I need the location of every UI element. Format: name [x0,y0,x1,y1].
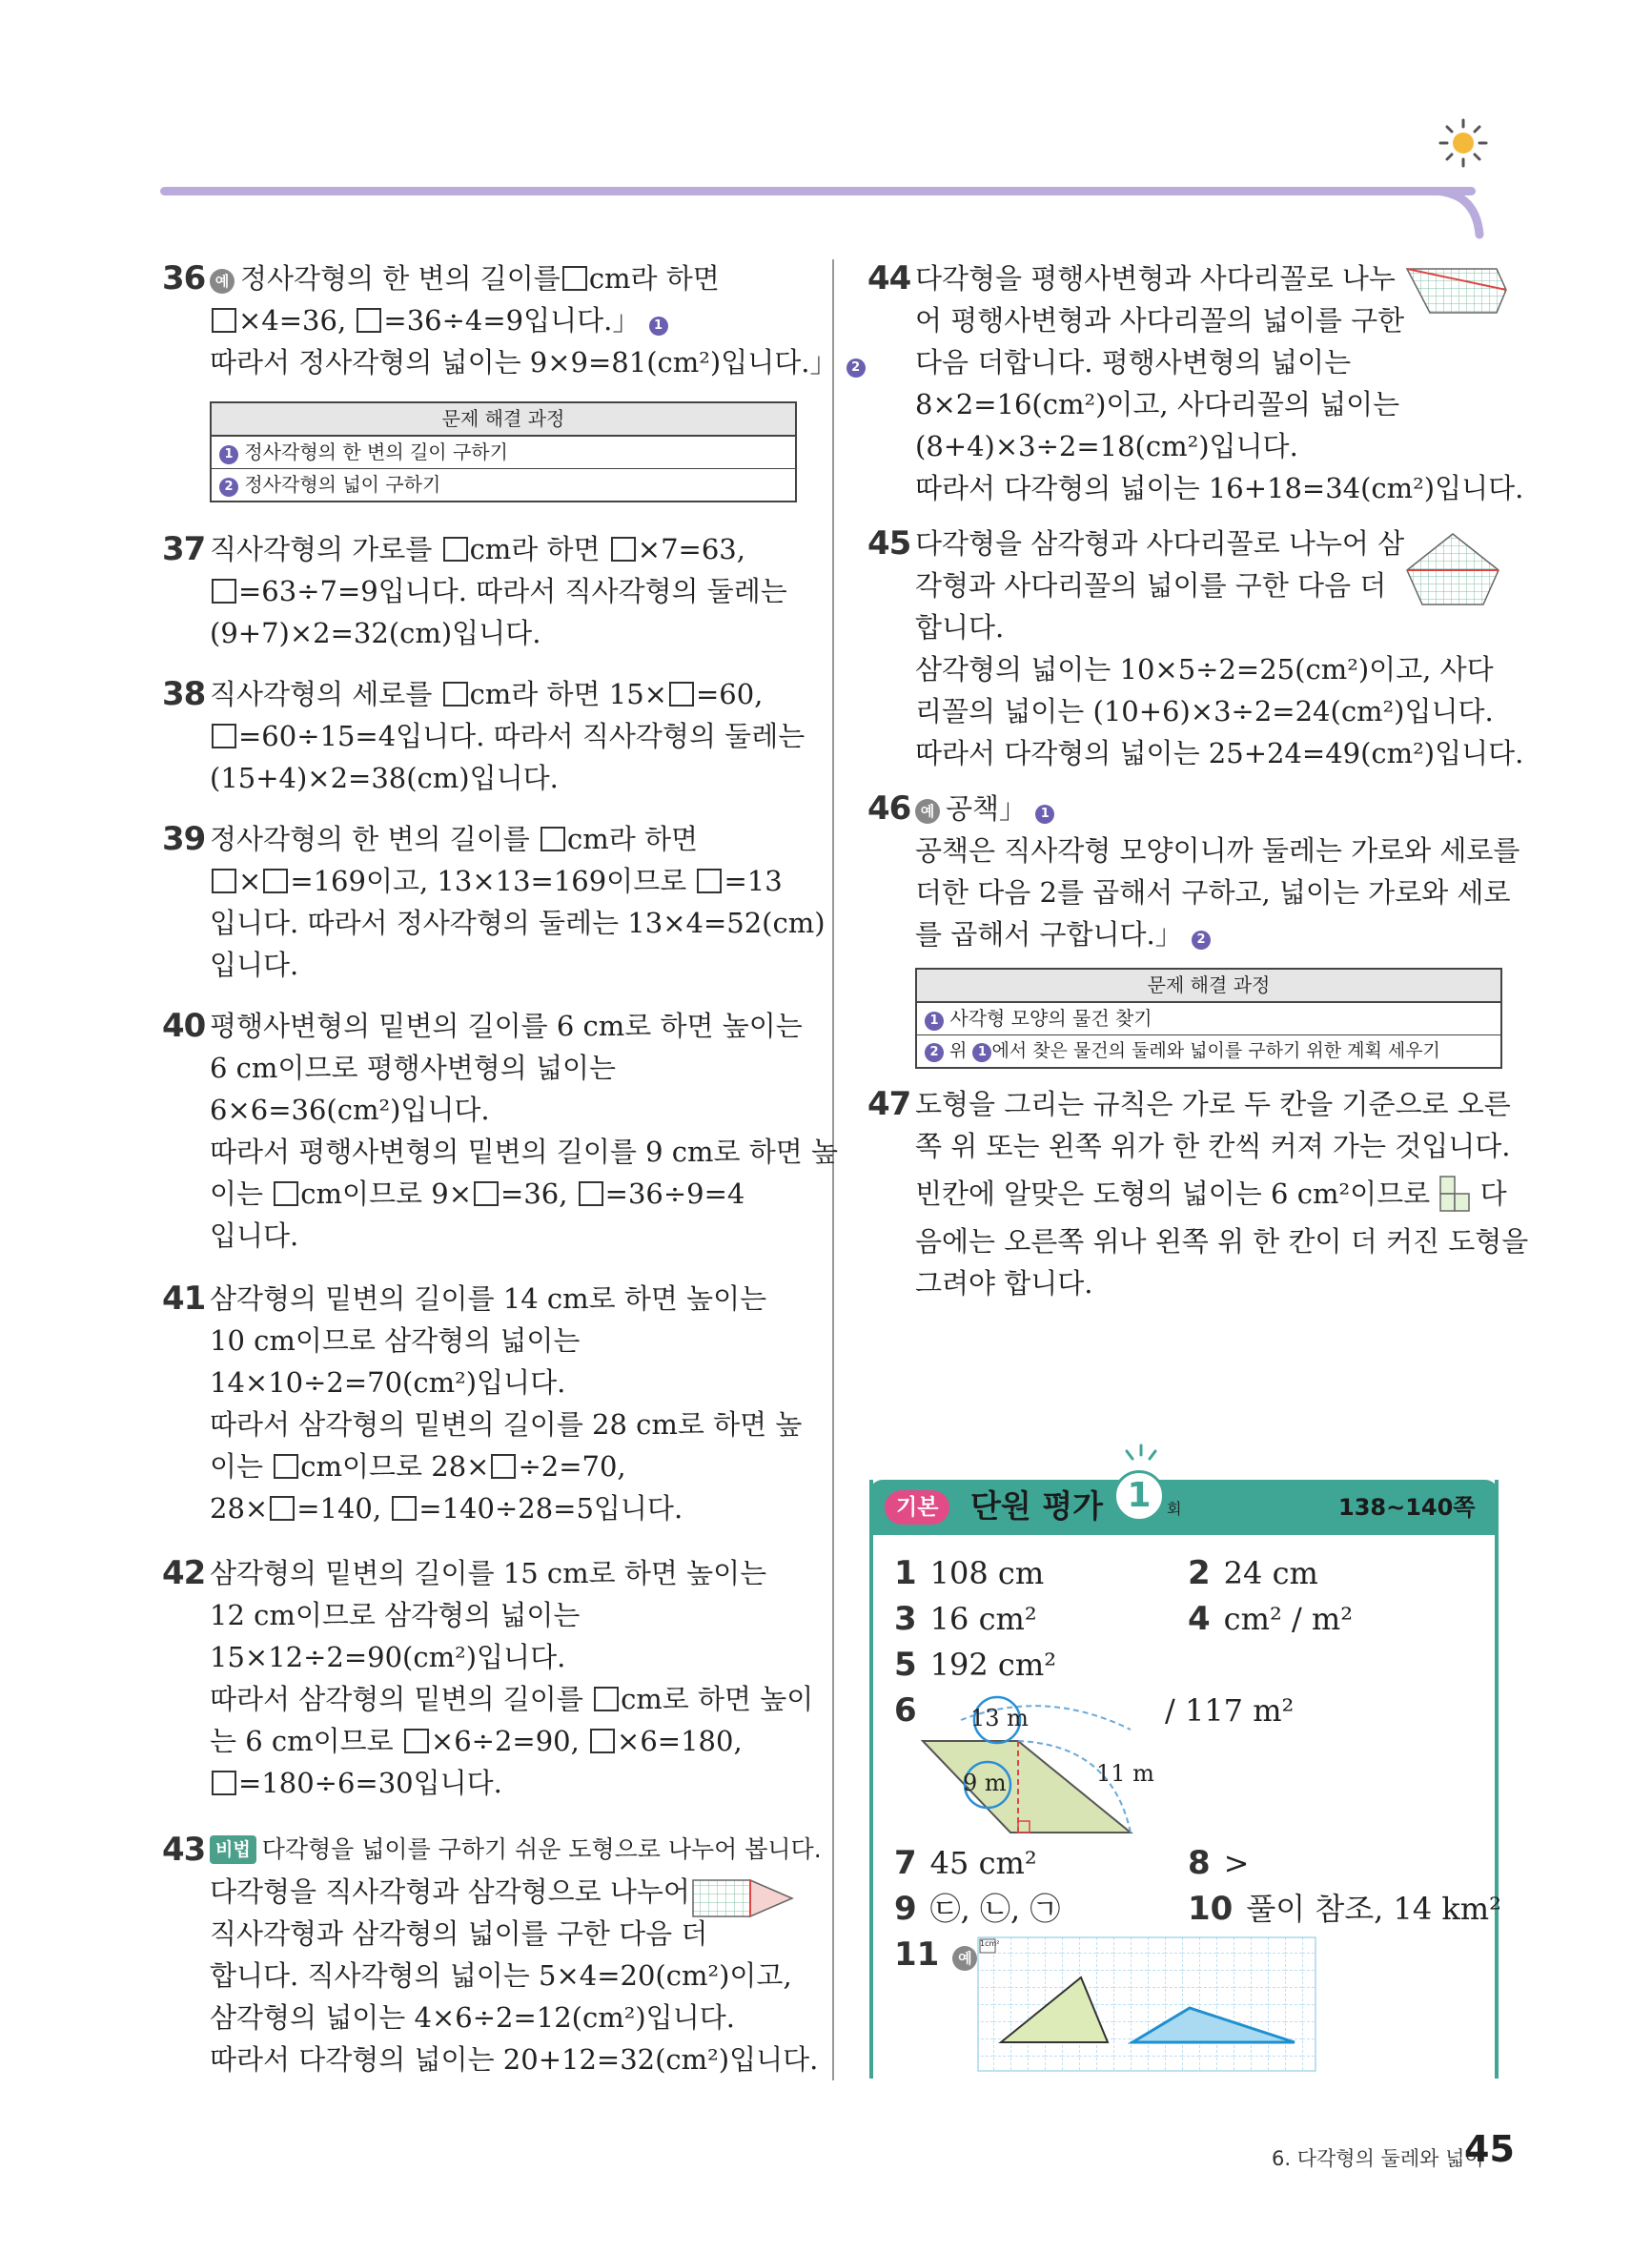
problem-number: 40 [162,1007,206,1045]
problem-44: 44 다각형을 평행사변형과 사다리꼴로 나누 어 평행사변형과 사다리꼴의 넓이를 구한 다음 더합니다. 평행사변형의 넓이는 8×2=16(cm²)이고, 사다리꼴의 넓이는 (8+4)×3÷2=18(cm²)입니다. 따라서 다각형의 넓이는 16+18=34(cm²)입니다. [867,259,1524,504]
answer-3: 3 16 cm² [894,1600,1037,1638]
blank-box [594,1687,619,1711]
problem-39: 39 정사각형의 한 변의 길이를 cm라 하면 × =169이고, 13×13=169이므로 =13 입니다. 따라서 정사각형의 둘레는 13×4=52(cm) 입니다. [162,820,826,981]
answer-7: 7 45 cm² [894,1844,1037,1882]
blank-box [212,579,236,604]
step-marker: 2 [846,358,866,378]
problem-number: 38 [162,675,206,713]
problem-45: 45 다각형을 삼각형과 사다리꼴로 나누어 삼 각형과 사다리꼴의 넓이를 구한 다음 더 합니다. 삼각형의 넓이는 10×5÷2=25(cm²)이고, 사다 리꼴의 넓이는 (10+6)×3÷2=24(cm²)입니다. 따라서 다각형의 넓이는 25+24=49(cm²)입니다. [867,524,1524,769]
blank-box [443,682,468,707]
polygon-figure-44 [1405,265,1510,317]
problem-number: 42 [162,1554,206,1592]
blank-box [491,1454,516,1479]
example-badge: 예 [915,799,940,824]
blank-box [697,869,722,893]
problem-40: 40 평행사변형의 밑변의 길이를 6 cm로 하면 높이는 6 cm이므로 평행사변형의 넓이는 6×6=36(cm²)입니다. 따라서 평행사변형의 밑변의 길이를 9 cm로 하면 높 이는 cm이므로 9× =36, =36÷9=4 입니다. [162,1007,838,1252]
blank-box [579,1181,603,1206]
blank-box [212,724,236,748]
footer-chapter: 6. 다각형의 둘레와 넓이 [1272,2147,1484,2170]
problem-46: 46 예 공책」 1 공책은 직사각형 모양이니까 둘레는 가로와 세로를 더한 다음 2를 곱해서 구하고, 넓이는 가로와 세로 를 곱해서 구합니다.」 2 [867,789,1520,951]
blank-box [270,1496,295,1521]
table-row: 2 정사각형의 넓이 구하기 [212,468,795,501]
blank-box [474,1181,499,1206]
grid-figure-11 [976,1936,1319,2075]
blank-box [212,308,236,333]
fig6-label-b: 9 m [963,1770,1007,1796]
problem-number: 37 [162,530,206,568]
table-row: 2 위 1 에서 찾은 물건의 둘레와 넓이를 구하기 위한 계획 세우기 [917,1034,1500,1067]
problem-37: 37 직사각형의 가로를 cm라 하면 ×7=63, =63÷7=9입니다. 따라서 직사각형의 둘레는 (9+7)×2=32(cm)입니다. [162,530,787,649]
problem-47: 47 도형을 그리는 규칙은 가로 두 칸을 기준으로 오른 쪽 위 또는 왼쪽 위가 한 칸씩 커져 가는 것입니다. 빈칸에 알맞은 도형의 넓이는 6 cm²이므로 다 음에는 오른쪽 위나 왼쪽 위 한 칸이 더 커진 도형을 그려야 합니다. [867,1085,1529,1300]
blank-box [357,308,381,333]
unit-eval-title: 단원 평가 [970,1487,1104,1525]
answer-9: 9 ㉢, ㉡, ㉠ [894,1890,1061,1928]
solution-process-table-36 [210,401,797,502]
table-row: 1 사각형 모양의 물건 찾기 [917,1003,1500,1034]
problem-number: 43 [162,1831,206,1869]
shape-icon-47 [1438,1175,1471,1213]
table-head: 문제 해결 과정 [917,970,1500,1003]
example-badge: 예 [952,1946,977,1971]
blank-box [611,537,636,562]
problem-43: 43 비법 다각형을 넓이를 구하기 쉬운 도형으로 나누어 봅니다. 다각형을 직사각형과 삼각형으로 나누어 직사각형과 삼각형의 넓이를 구한 다음 더 합니다. 직사각형의 넓이는 5×4=20(cm²)이고, 삼각형의 넓이는 4×6÷2=12(cm²)입니다. 따라서 다각형의 넓이는 20+12=32(cm²)입니다. [162,1831,822,2076]
polygon-figure-43 [691,1876,796,1920]
step-marker: 2 [1192,931,1211,950]
unit-eval-pages: 138~140쪽 [1338,1494,1476,1521]
blank-box [392,1496,417,1521]
problem-number: 36 [162,259,206,297]
problem-number: 46 [867,789,911,828]
round-badge: 1 [1113,1470,1165,1522]
blank-box [540,827,565,851]
table-row: 1 정사각형의 한 변의 길이 구하기 [212,437,795,468]
answer-1: 1 108 cm [894,1554,1045,1592]
blank-box [669,682,694,707]
blank-box [263,869,288,893]
blank-box [274,1454,298,1479]
blank-box [274,1181,298,1206]
blank-box [212,1771,236,1795]
blank-box [212,869,236,893]
table-head: 문제 해결 과정 [212,403,795,437]
answer-6-value: / 117 m² [1165,1692,1295,1729]
blank-box [562,266,587,291]
problem-42: 42 삼각형의 밑변의 길이를 15 cm로 하면 높이는 12 cm이므로 삼각형의 넓이는 15×12÷2=90(cm²)입니다. 따라서 삼각형의 밑변의 길이를 cm로 하면 높이 는 6 cm이므로 ×6÷2=90, ×6=180, =180÷6=30입니다. [162,1554,814,1799]
problem-36: 36 예 정사각형의 한 변의 길이를 cm라 하면 ×4=36, =36÷4=9입니다.」 1 따라서 정사각형의 넓이는 9×9=81(cm²)입니다.」 2 [210,257,866,383]
polygon-figure-45 [1405,530,1504,608]
answer-6: 6 [894,1691,917,1730]
blank-box [443,537,468,562]
page-number: 45 [1464,2128,1515,2170]
problem-number: 44 [867,259,911,297]
sparkle-icon [1117,1442,1165,1470]
blank-box [404,1729,429,1753]
fig6-label-c: 11 m [1096,1760,1154,1787]
problem-38: 38 직사각형의 세로를 cm라 하면 15× =60, =60÷15=4입니다. 따라서 직사각형의 둘레는 (15+4)×2=38(cm)입니다. [162,675,806,794]
answer-4: 4 cm² / m² [1188,1600,1354,1638]
sun-icon [1435,114,1492,172]
example-badge: 예 [210,269,235,294]
tip-badge: 비법 [210,1835,256,1864]
unit-eval-tag: 기본 [885,1490,949,1525]
answer-5: 5 192 cm² [894,1646,1057,1684]
round-suffix: 회 [1167,1500,1182,1518]
answer-11: 11 예 [894,1936,983,1974]
problem-number: 45 [867,524,911,563]
blank-box [590,1729,615,1753]
header-rule [160,187,1476,195]
problem-number: 39 [162,820,206,858]
solution-process-table-46 [915,968,1502,1069]
problem-number: 47 [867,1085,911,1123]
problem-number: 41 [162,1280,206,1318]
step-marker: 1 [1035,805,1054,824]
fig6-label-a: 13 m [970,1705,1029,1731]
answer-2: 2 24 cm [1188,1554,1318,1592]
fig11-unit-label: 1cm² [980,1939,1000,1948]
problem-41: 41 삼각형의 밑변의 길이를 14 cm로 하면 높이는 10 cm이므로 삼각형의 넓이는 14×10÷2=70(cm²)입니다. 따라서 삼각형의 밑변의 길이를 28 cm로 하면 높 이는 cm이므로 28× ÷2=70, 28× =140, =140÷28=5입니다. [162,1280,803,1525]
answer-8: 8 > [1188,1844,1250,1882]
step-marker: 1 [649,317,668,336]
answer-10: 10 풀이 참조, 14 km² [1188,1890,1501,1928]
header-curve [1430,187,1506,244]
